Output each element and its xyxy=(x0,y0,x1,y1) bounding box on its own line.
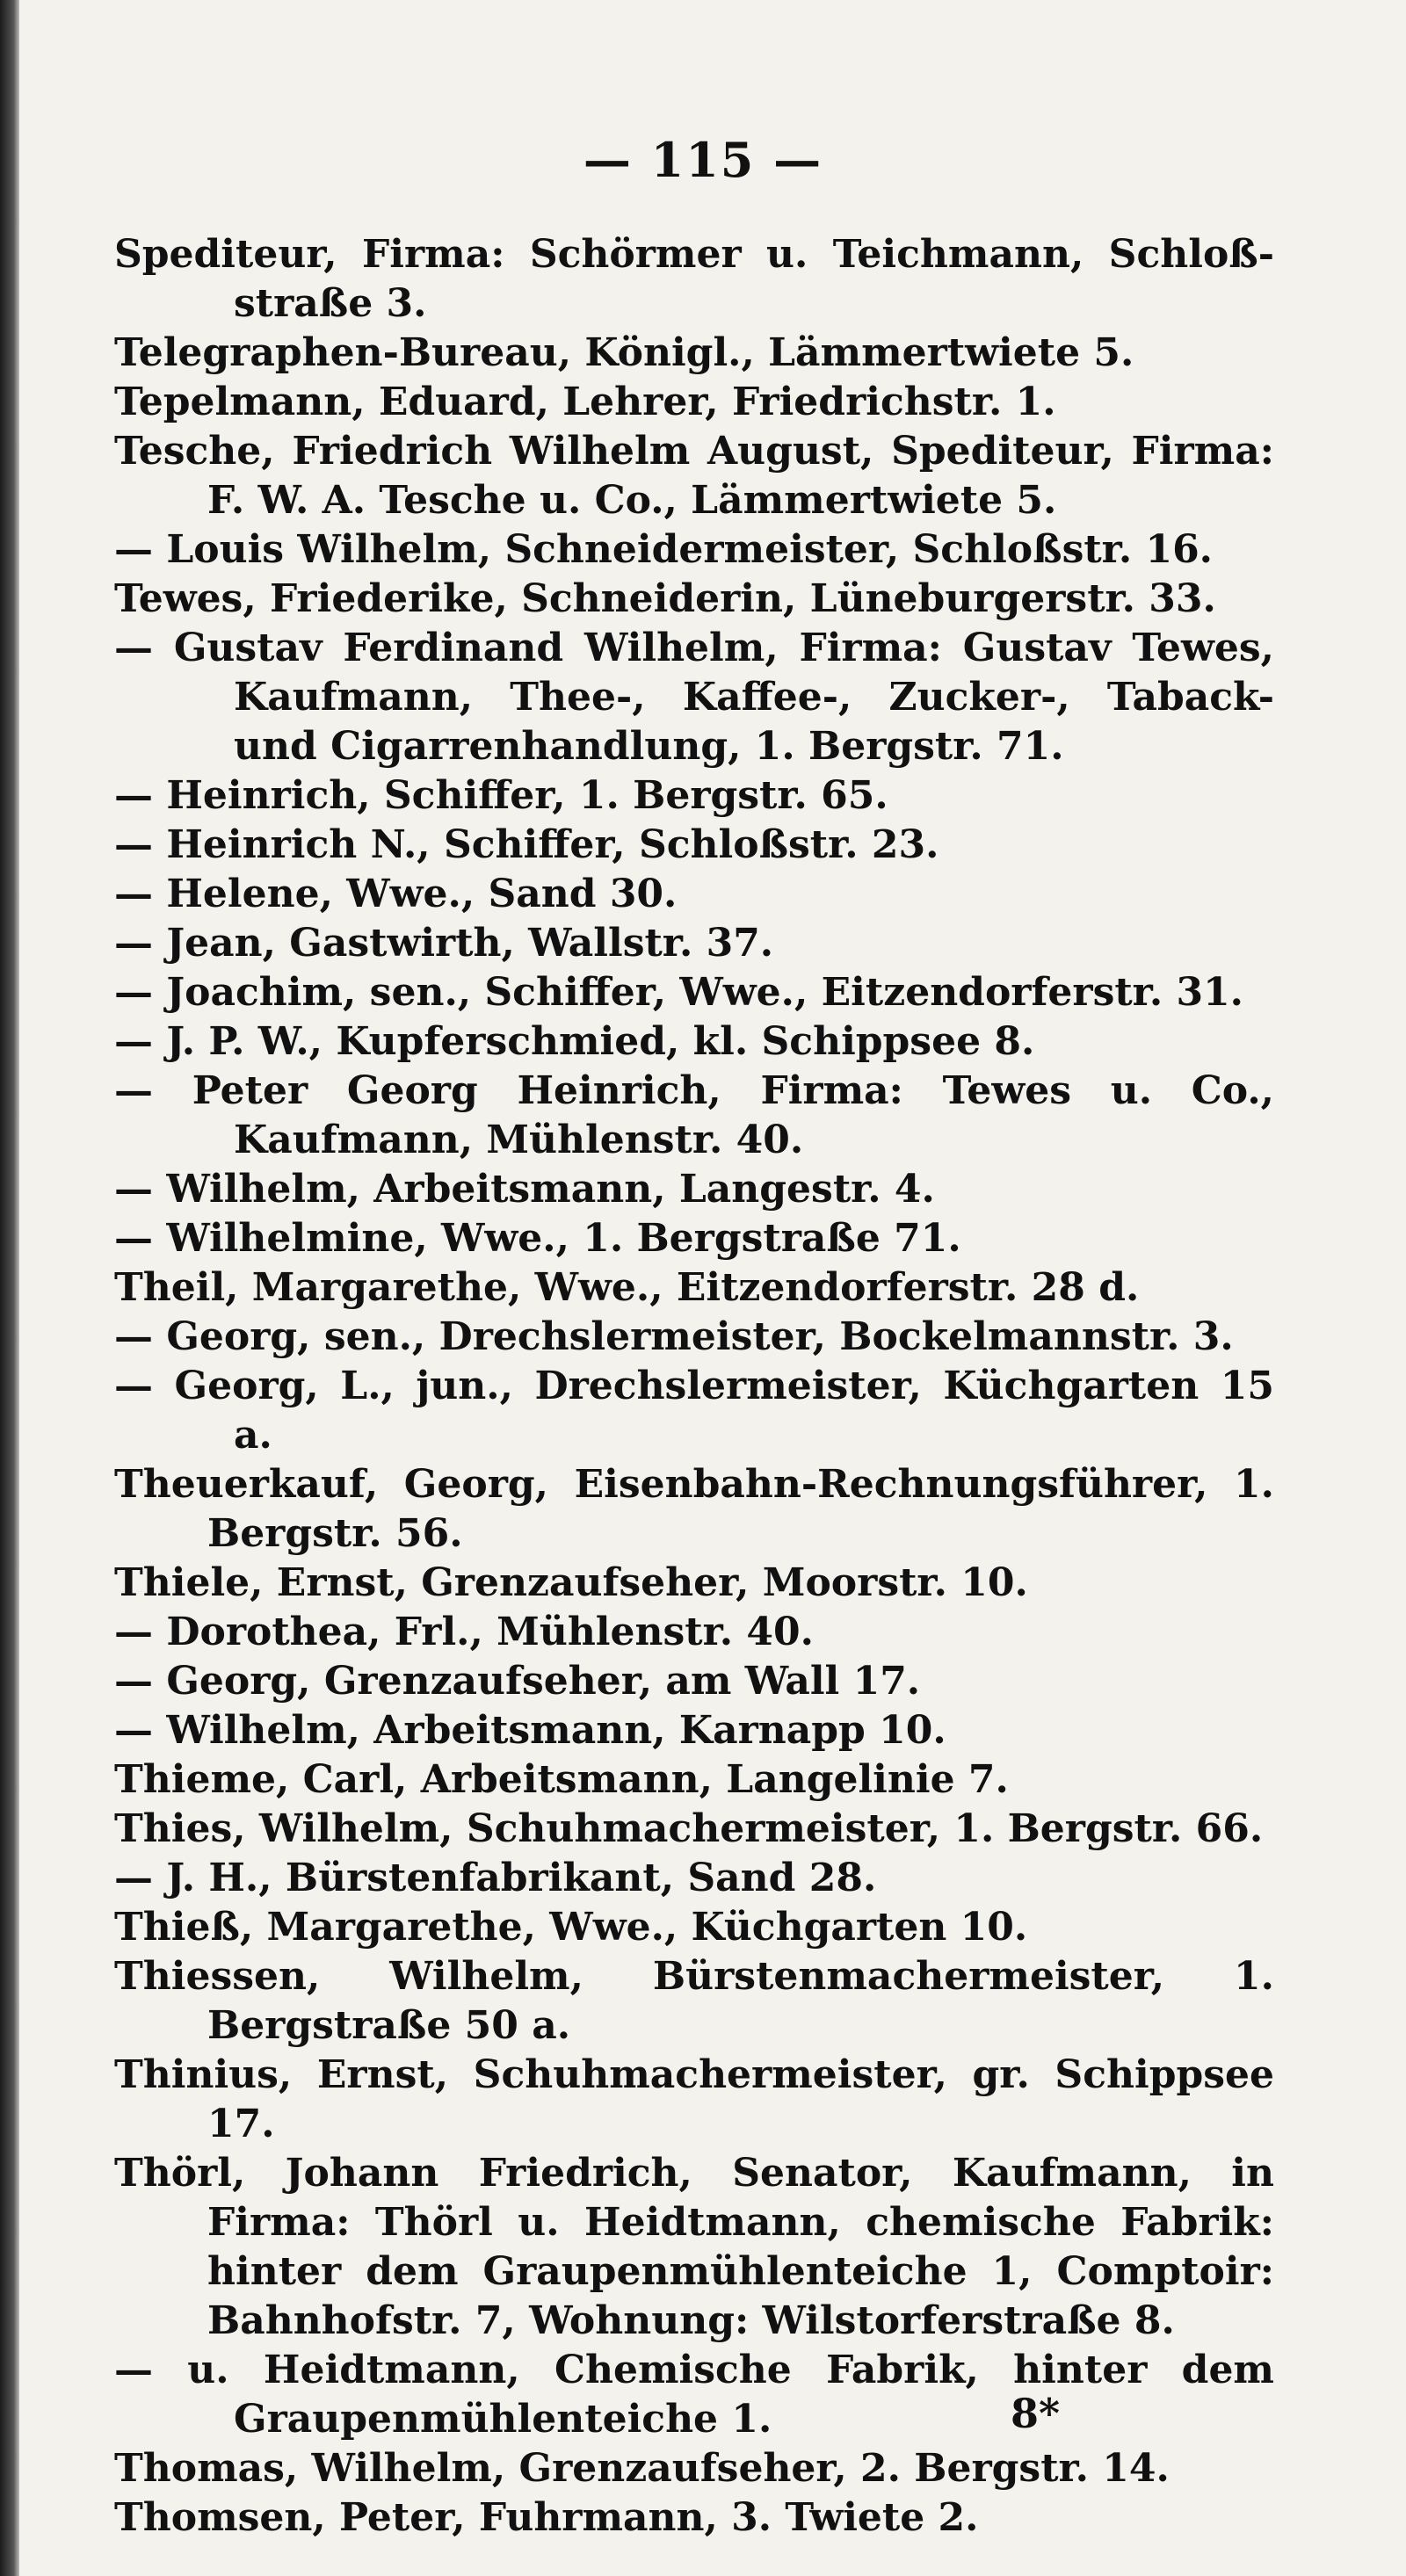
list-item: Thiele, Ernst, Grenzaufseher, Moorstr. 10. xyxy=(114,1560,1028,1605)
list-item: Thomsen, Peter, Fuhrmann, 3. Twiete 2. xyxy=(114,2495,979,2540)
list-item: Theil, Margarethe, Wwe., Eitzendorferstr. 28 d. xyxy=(114,1265,1140,1310)
list-item: — u. Heidtmann, Chemische Fabrik, hinter dem Graupenmühlenteiche 1. xyxy=(114,2348,1274,2442)
list-item: — Peter Georg Heinrich, Firma: Tewes u. Co., Kaufmann, Mühlenstr. 40. xyxy=(114,1068,1274,1162)
signature-mark: 8* xyxy=(1011,2390,1061,2437)
list-item: — Wilhelmine, Wwe., 1. Bergstraße 71. xyxy=(114,1216,961,1261)
list-item: — Georg, sen., Drechslermeister, Bockelmannstr. 3. xyxy=(114,1314,1234,1359)
list-item: — Wilhelm, Arbeitsmann, Langestr. 4. xyxy=(114,1167,935,1212)
list-item: Thiessen, Wilhelm, Bürstenmachermeister, 1. Bergstraße 50 a. xyxy=(114,1954,1274,2048)
list-item: Telegraphen-Bureau, Königl., Lämmertwiete 5. xyxy=(114,330,1134,375)
list-item: Thinius, Ernst, Schuhmachermeister, gr. Schippsee 17. xyxy=(114,2052,1274,2146)
list-item: — Helene, Wwe., Sand 30. xyxy=(114,872,678,916)
list-item: — J. P. W., Kupferschmied, kl. Schippsee 8. xyxy=(114,1019,1035,1064)
list-item: Thörl, Johann Friedrich, Senator, Kaufmann, in Firma: Thörl u. Heidtmann, chemische Fabrik: hinter dem Graupenmühlenteiche 1, Comptoir: Bahnhofstr. 7, Wohnung: Wilstorferstraße 8. xyxy=(114,2151,1274,2343)
list-item: — Dorothea, Frl., Mühlenstr. 40. xyxy=(114,1610,814,1654)
list-item: Thieß, Margarethe, Wwe., Küchgarten 10. xyxy=(114,1905,1028,1950)
list-item: — Wilhelm, Arbeitsmann, Karnapp 10. xyxy=(114,1708,946,1753)
list-item: — Georg, L., jun., Drechslermeister, Küchgarten 15 a. xyxy=(114,1364,1274,1458)
list-item: — Georg, Grenzaufseher, am Wall 17. xyxy=(114,1659,921,1704)
list-item: Spediteur, Firma: Schörmer u. Teichmann, Schloß-straße 3. xyxy=(114,232,1274,326)
list-item: — Louis Wilhelm, Schneidermeister, Schloßstr. 16. xyxy=(114,527,1214,572)
entry-list xyxy=(114,230,1274,2543)
list-item: Thomas, Wilhelm, Grenzaufseher, 2. Bergstr. 14. xyxy=(114,2446,1170,2491)
list-item: Tesche, Friedrich Wilhelm August, Spediteur, Firma: F. W. A. Tesche u. Co., Lämmertwiete 5. xyxy=(114,429,1274,523)
list-item: Theuerkauf, Georg, Eisenbahn-Rechnungsführer, 1. Bergstr. 56. xyxy=(114,1462,1274,1556)
list-item: Tepelmann, Eduard, Lehrer, Friedrichstr. 1. xyxy=(114,380,1056,424)
list-item: Tewes, Friederike, Schneiderin, Lüneburgerstr. 33. xyxy=(114,576,1216,621)
page-number: — 115 — xyxy=(583,132,823,188)
list-item: — Joachim, sen., Schiffer, Wwe., Eitzendorferstr. 31. xyxy=(114,970,1244,1015)
list-item: — Heinrich N., Schiffer, Schloßstr. 23. xyxy=(114,822,939,867)
list-item: — Heinrich, Schiffer, 1. Bergstr. 65. xyxy=(114,773,888,818)
list-item: Thieme, Carl, Arbeitsmann, Langelinie 7. xyxy=(114,1757,1009,1802)
list-item: — J. H., Bürstenfabrikant, Sand 28. xyxy=(114,1856,877,1900)
list-item: — Jean, Gastwirth, Wallstr. 37. xyxy=(114,921,774,966)
list-item: Thies, Wilhelm, Schuhmachermeister, 1. Bergstr. 66. xyxy=(114,1806,1264,1851)
list-item: — Gustav Ferdinand Wilhelm, Firma: Gustav Tewes, Kaufmann, Thee-, Kaffee-, Zucker-, Taback- und Cigarrenhandlung, 1. Bergstr. 71. xyxy=(114,626,1274,769)
